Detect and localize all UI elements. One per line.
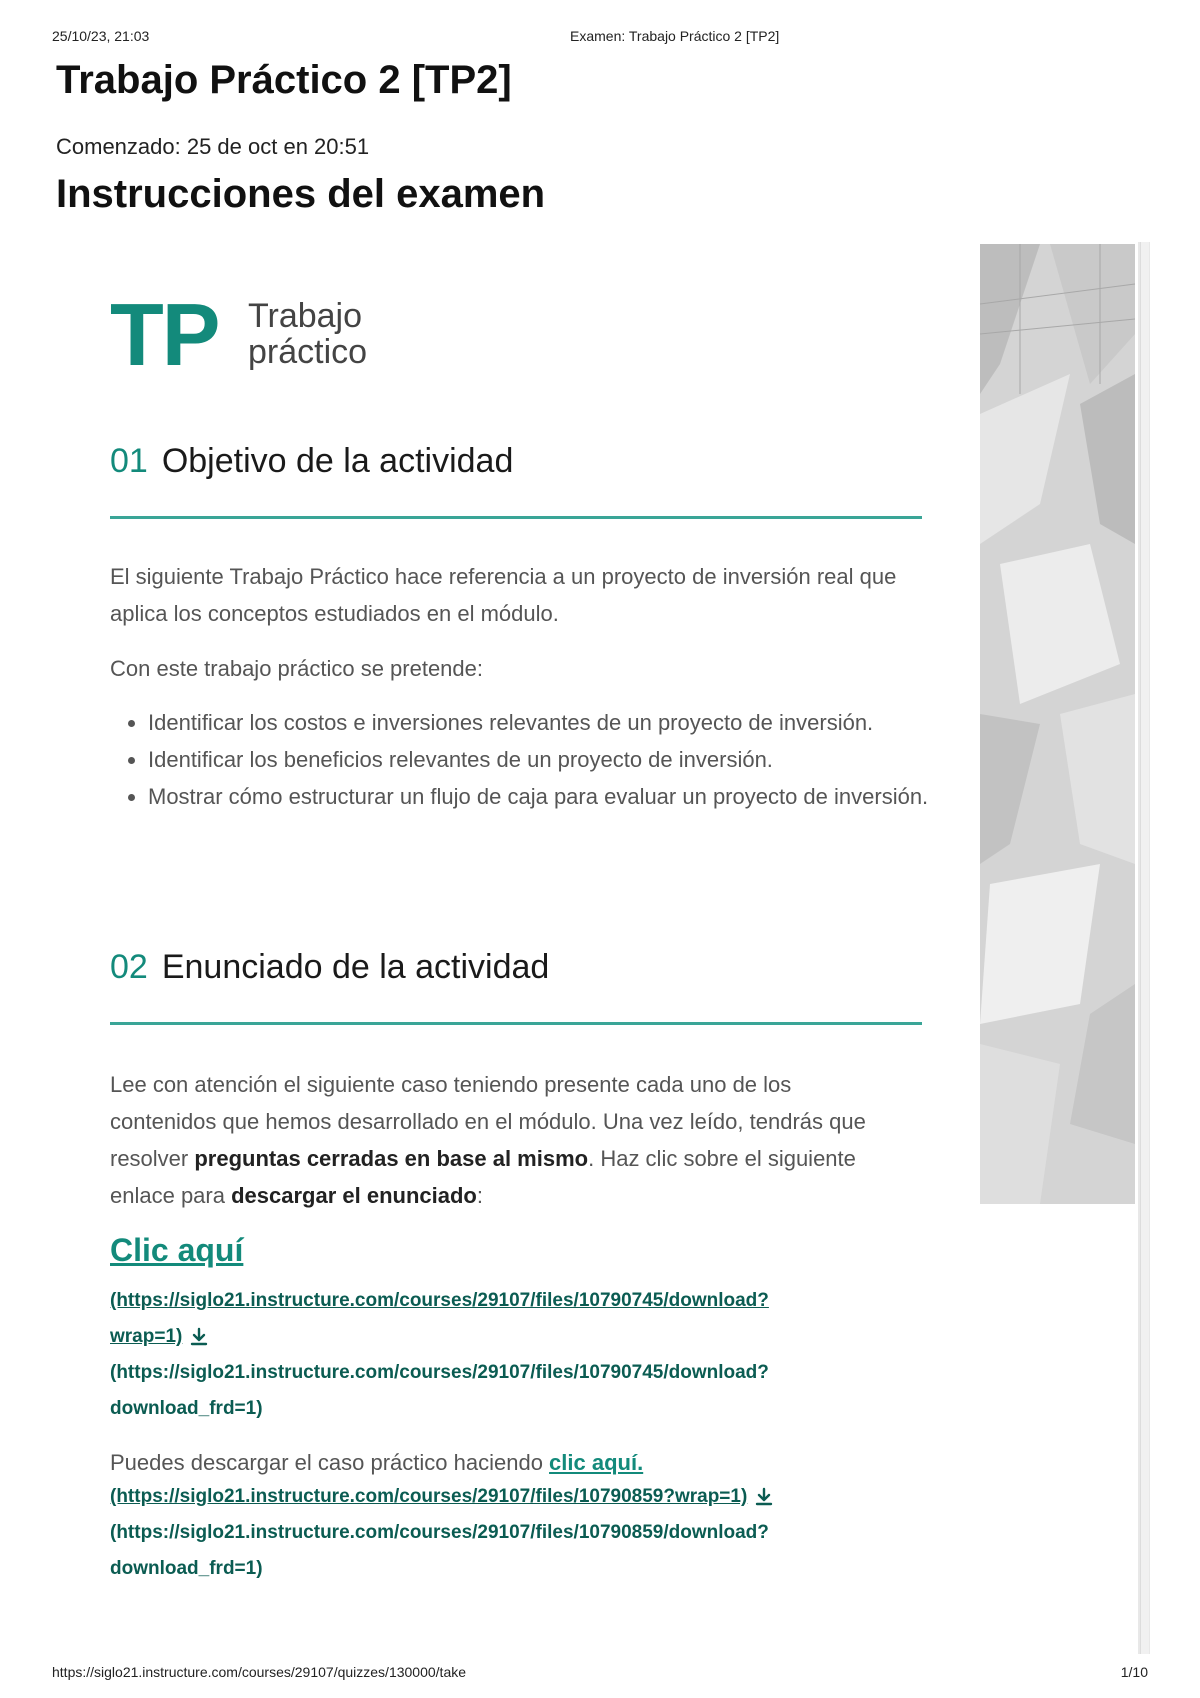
section-divider <box>110 516 922 519</box>
print-page-number: 1/10 <box>1120 1664 1148 1680</box>
tp-logo-text <box>248 298 367 370</box>
download-link-url-end[interactable]: download_frd=1) <box>110 1398 263 1419</box>
print-tab-title: Examen: Trabajo Práctico 2 [TP2] <box>570 28 780 44</box>
scrollbar-thumb[interactable] <box>1140 242 1149 1654</box>
objective-list <box>110 704 948 815</box>
text-run: : <box>476 1183 483 1208</box>
text-run: Lee con atención el siguiente caso teniendo presente cada uno de los contenidos que hemos desarrollado en el módulo. Una vez leído, tendrás que resolver <box>110 1072 866 1171</box>
page-title: Trabajo Práctico 2 [TP2] <box>56 58 512 102</box>
download-link-url[interactable]: (https://siglo21.instructure.com/courses/29107/files/10790745/download? <box>110 1362 769 1383</box>
file-link-url-tail[interactable]: wrap=1) <box>110 1326 183 1347</box>
tp-logo-line2: práctico <box>248 333 368 371</box>
list-item: • Identificar los costos e inversiones relevantes de un proyecto de inversión. <box>148 704 948 741</box>
objective-intro: Con este trabajo práctico se pretende: <box>110 656 484 681</box>
tp-logo-line1: Trabajo <box>248 297 363 335</box>
tp-logo-mark: TP <box>110 285 219 384</box>
clic-aqui-inline-link[interactable]: clic aquí. <box>549 1450 644 1475</box>
bold-text: preguntas cerradas en base al mismo <box>194 1146 589 1171</box>
bold-text: descargar el enunciado <box>231 1183 477 1208</box>
section-number: 01 <box>110 442 148 480</box>
text-run: Puedes descargar el caso práctico haciendo <box>110 1450 550 1475</box>
section-number: 02 <box>110 948 148 986</box>
section-heading-enunciado <box>110 948 549 987</box>
case-link-url[interactable] <box>110 1483 775 1511</box>
instructions-heading: Instrucciones del examen <box>56 172 546 216</box>
file-link-url-end[interactable] <box>110 1323 210 1351</box>
print-date: 25/10/23, 21:03 <box>52 28 150 44</box>
list-item: • Mostrar cómo estructurar un flujo de caja para evaluar un proyecto de inversión. <box>148 778 948 815</box>
download-case-paragraph <box>110 1444 900 1481</box>
section-heading-objetivo <box>110 442 513 481</box>
case-link-url-text[interactable]: (https://siglo21.instructure.com/courses/29107/files/10790859?wrap=1) <box>110 1486 748 1507</box>
list-item: • Identificar los beneficios relevantes de un proyecto de inversión. <box>148 741 948 778</box>
file-link-url[interactable]: (https://siglo21.instructure.com/courses/29107/files/10790745/download? <box>110 1290 769 1311</box>
print-footer-url: https://siglo21.instructure.com/courses/29107/quizzes/130000/take <box>52 1664 467 1680</box>
clic-aqui-link[interactable]: Clic aquí <box>110 1232 244 1268</box>
case-download-url-end[interactable]: download_frd=1) <box>110 1558 263 1579</box>
started-timestamp: Comenzado: 25 de oct en 20:51 <box>56 134 370 159</box>
section-title: Objetivo de la actividad <box>161 442 514 480</box>
decorative-side-image <box>980 244 1135 1204</box>
section-divider <box>110 1022 922 1025</box>
text-run: . Haz clic sobre el siguiente enlace para <box>110 1146 856 1208</box>
download-icon[interactable] <box>753 1486 775 1508</box>
objective-paragraph: El siguiente Trabajo Práctico hace referencia a un proyecto de inversión real que aplica los conceptos estudiados en el módulo. <box>110 564 897 626</box>
section-title: Enunciado de la actividad <box>161 948 550 986</box>
download-icon[interactable] <box>188 1326 210 1348</box>
enunciado-paragraph <box>110 1066 900 1214</box>
case-download-url[interactable]: (https://siglo21.instructure.com/courses/29107/files/10790859/download? <box>110 1522 769 1543</box>
